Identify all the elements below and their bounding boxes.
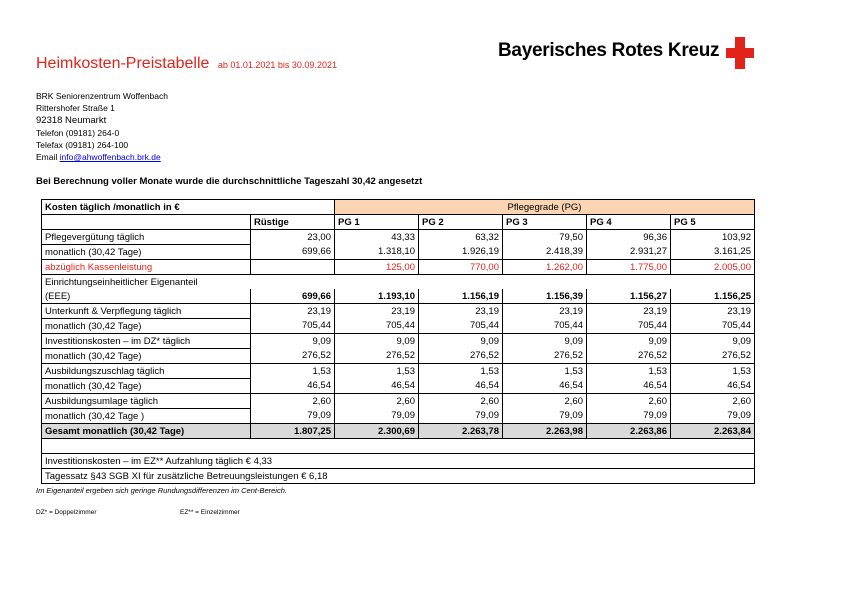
row-label: Ausbildungsumlage täglich bbox=[42, 394, 251, 409]
table-row bbox=[42, 364, 755, 379]
extra-ez-surcharge: Investitionskosten – im EZ** Aufzahlung täglich € 4,33 bbox=[42, 454, 755, 469]
title-text: Heimkosten-Preistabelle bbox=[36, 55, 210, 72]
table-row bbox=[42, 394, 755, 409]
value-cell: 103,92 bbox=[671, 230, 755, 245]
table-row bbox=[42, 319, 755, 334]
email-label: Email bbox=[36, 152, 58, 163]
value-cell: 2.263,78 bbox=[419, 424, 503, 439]
table-column-header-row bbox=[42, 215, 755, 230]
table-row bbox=[42, 349, 755, 364]
value-cell: 2.263,84 bbox=[671, 424, 755, 439]
value-cell: 9,09 bbox=[671, 334, 755, 349]
value-cell: 2,60 bbox=[503, 394, 587, 409]
value-cell: 2.263,86 bbox=[587, 424, 671, 439]
table-row bbox=[42, 379, 755, 394]
value-cell: 79,09 bbox=[503, 409, 587, 424]
value-cell: 705,44 bbox=[251, 319, 335, 334]
row-label: monatlich (30,42 Tage ) bbox=[42, 409, 251, 424]
value-cell: 705,44 bbox=[419, 319, 503, 334]
value-cell: 79,50 bbox=[503, 230, 587, 245]
value-cell: 23,00 bbox=[251, 230, 335, 245]
value-cell: 3.161,25 bbox=[671, 245, 755, 260]
table-header-row bbox=[42, 200, 755, 215]
value-cell: 2,60 bbox=[251, 394, 335, 409]
address-fax: Telefax (09181) 264-100 bbox=[36, 140, 129, 151]
value-cell: 699,66 bbox=[251, 289, 335, 304]
value-cell: 1.926,19 bbox=[419, 245, 503, 260]
table-row bbox=[42, 260, 755, 275]
row-label: monatlich (30,42 Tage) bbox=[42, 349, 251, 364]
value-cell: 276,52 bbox=[251, 349, 335, 364]
value-cell: 9,09 bbox=[503, 334, 587, 349]
value-cell: 2.263,98 bbox=[503, 424, 587, 439]
header-pflegegrade: Pflegegrade (PG) bbox=[335, 200, 755, 215]
brand-name: Bayerisches Rotes Kreuz bbox=[498, 40, 720, 61]
row-label: monatlich (30,42 Tage) bbox=[42, 245, 251, 260]
value-cell: 2.931,27 bbox=[587, 245, 671, 260]
value-cell: 276,52 bbox=[587, 349, 671, 364]
table-row-total bbox=[42, 424, 755, 439]
row-label: Unterkunft & Verpflegung täglich bbox=[42, 304, 251, 319]
calculation-note: Bei Berechnung voller Monate wurde die durchschnittliche Tageszahl 30,42 angesetzt bbox=[36, 176, 423, 187]
value-cell: 46,54 bbox=[503, 379, 587, 394]
value-cell: 276,52 bbox=[335, 349, 419, 364]
table-row bbox=[42, 245, 755, 260]
column-header: PG 4 bbox=[587, 215, 671, 230]
value-cell: 79,09 bbox=[335, 409, 419, 424]
value-cell: 79,09 bbox=[671, 409, 755, 424]
value-cell: 79,09 bbox=[419, 409, 503, 424]
value-cell: 1.156,25 bbox=[671, 289, 755, 304]
column-header: PG 1 bbox=[335, 215, 419, 230]
email-link[interactable]: info@ahwoffenbach.brk.de bbox=[59, 152, 161, 163]
value-cell: 1.193,10 bbox=[335, 289, 419, 304]
row-label: monatlich (30,42 Tage) bbox=[42, 379, 251, 394]
value-cell: 79,09 bbox=[587, 409, 671, 424]
value-cell: 705,44 bbox=[671, 319, 755, 334]
value-cell: 46,54 bbox=[419, 379, 503, 394]
value-cell: 1,53 bbox=[587, 364, 671, 379]
value-cell: 23,19 bbox=[419, 304, 503, 319]
value-cell: 1.156,27 bbox=[587, 289, 671, 304]
value-cell: 1.156,19 bbox=[419, 289, 503, 304]
header-cost-label: Kosten täglich /monatlich in € bbox=[42, 200, 335, 215]
table-row bbox=[42, 289, 755, 304]
table-row bbox=[42, 304, 755, 319]
value-cell: 1.262,00 bbox=[503, 260, 587, 275]
column-header: Rüstige bbox=[251, 215, 335, 230]
address-line-city: 92318 Neumarkt bbox=[36, 114, 107, 126]
value-cell: 9,09 bbox=[419, 334, 503, 349]
value-cell: 125,00 bbox=[335, 260, 419, 275]
row-label: Einrichtungseinheitlicher Eigenanteil bbox=[42, 275, 755, 290]
value-cell: 2,60 bbox=[671, 394, 755, 409]
value-cell: 770,00 bbox=[419, 260, 503, 275]
value-cell: 2,60 bbox=[335, 394, 419, 409]
extra-betreuung: Tagessatz §43 SGB XI für zusätzliche Betreuungsleistungen € 6,18 bbox=[42, 469, 755, 484]
table-row bbox=[42, 454, 755, 469]
value-cell bbox=[251, 260, 335, 275]
value-cell: 9,09 bbox=[587, 334, 671, 349]
value-cell: 1.318,10 bbox=[335, 245, 419, 260]
value-cell: 63,32 bbox=[419, 230, 503, 245]
red-cross-logo-icon bbox=[726, 37, 754, 69]
value-cell: 699,66 bbox=[251, 245, 335, 260]
value-cell: 43,33 bbox=[335, 230, 419, 245]
row-label: monatlich (30,42 Tage) bbox=[42, 319, 251, 334]
address-phone: Telefon (09181) 264-0 bbox=[36, 127, 120, 138]
address-line-name: BRK Seniorenzentrum Woffenbach bbox=[36, 91, 168, 101]
address-block bbox=[36, 90, 168, 164]
value-cell: 46,54 bbox=[587, 379, 671, 394]
column-header: PG 3 bbox=[503, 215, 587, 230]
table-row bbox=[42, 275, 755, 290]
value-cell: 23,19 bbox=[251, 304, 335, 319]
value-cell: 2.418,39 bbox=[503, 245, 587, 260]
value-cell: 1,53 bbox=[251, 364, 335, 379]
value-cell: 46,54 bbox=[251, 379, 335, 394]
value-cell: 1,53 bbox=[335, 364, 419, 379]
value-cell: 96,36 bbox=[587, 230, 671, 245]
value-cell: 2,60 bbox=[587, 394, 671, 409]
row-label: (EEE) bbox=[42, 289, 251, 304]
value-cell: 79,09 bbox=[251, 409, 335, 424]
row-label: Investitionskosten – im DZ* täglich bbox=[42, 334, 251, 349]
dz-footnote: DZ* = Doppelzimmer bbox=[36, 509, 97, 516]
address-line-street: Rittershofer Straße 1 bbox=[36, 103, 115, 114]
row-label: abzüglich Kassenleistung bbox=[42, 260, 251, 275]
document-title bbox=[36, 55, 337, 73]
value-cell: 276,52 bbox=[419, 349, 503, 364]
table-row bbox=[42, 409, 755, 424]
value-cell: 23,19 bbox=[503, 304, 587, 319]
value-cell: 9,09 bbox=[335, 334, 419, 349]
value-cell: 1.775,00 bbox=[587, 260, 671, 275]
column-header: PG 5 bbox=[671, 215, 755, 230]
value-cell: 2.300,69 bbox=[335, 424, 419, 439]
value-cell: 9,09 bbox=[251, 334, 335, 349]
table-spacer-row bbox=[42, 439, 755, 454]
row-label: Gesamt monatlich (30,42 Tage) bbox=[42, 424, 251, 439]
value-cell: 46,54 bbox=[671, 379, 755, 394]
table-row bbox=[42, 334, 755, 349]
value-cell: 1,53 bbox=[503, 364, 587, 379]
ez-footnote: EZ** = Einzelzimmer bbox=[180, 509, 240, 516]
value-cell: 276,52 bbox=[671, 349, 755, 364]
address-email bbox=[36, 151, 168, 163]
value-cell: 23,19 bbox=[335, 304, 419, 319]
table-row bbox=[42, 230, 755, 245]
price-table bbox=[41, 199, 755, 484]
value-cell: 705,44 bbox=[335, 319, 419, 334]
value-cell: 1.807,25 bbox=[251, 424, 335, 439]
value-cell: 1,53 bbox=[671, 364, 755, 379]
value-cell: 705,44 bbox=[503, 319, 587, 334]
value-cell: 1.156,39 bbox=[503, 289, 587, 304]
value-cell: 2.005,00 bbox=[671, 260, 755, 275]
value-cell: 23,19 bbox=[587, 304, 671, 319]
table-row bbox=[42, 469, 755, 484]
row-label: Pflegevergütung täglich bbox=[42, 230, 251, 245]
row-label: Ausbildungszuschlag täglich bbox=[42, 364, 251, 379]
value-cell: 276,52 bbox=[503, 349, 587, 364]
validity-text: ab 01.01.2021 bis 30.09.2021 bbox=[217, 60, 337, 70]
value-cell: 2,60 bbox=[419, 394, 503, 409]
value-cell: 46,54 bbox=[335, 379, 419, 394]
value-cell: 705,44 bbox=[587, 319, 671, 334]
column-header: PG 2 bbox=[419, 215, 503, 230]
value-cell: 1,53 bbox=[419, 364, 503, 379]
rounding-footnote: Im Eigenanteil ergeben sich geringe Rundungsdifferenzen im Cent-Bereich. bbox=[36, 486, 287, 495]
value-cell: 23,19 bbox=[671, 304, 755, 319]
